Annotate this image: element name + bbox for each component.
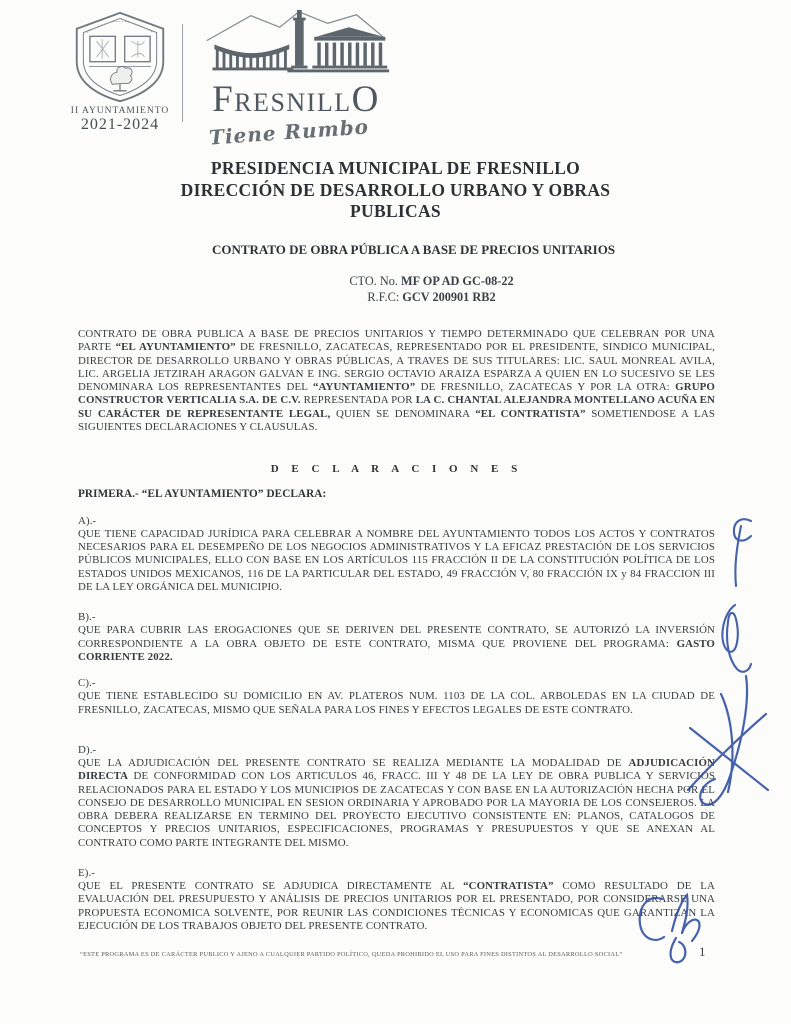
primera-heading: PRIMERA.- “EL AYUNTAMIENTO” DECLARA: (78, 488, 327, 501)
rfc-line: R.F.C: GCV 200901 RB2 (367, 289, 496, 304)
clause-b-text: QUE PARA CUBRIR LAS EROGACIONES QUE SE DERIVEN DEL PRESENTE CONTRATO, SE AUTORIZÓ LA INVERSIÓN CORRESPONDIENTE A LA OBRA OBJETO DE ESTE CONTRATO, MISMA QUE PROVIENE DEL PROGRAMA: GASTO CORRIENTE 2022. (78, 624, 715, 663)
title-line-2: DIRECCIÓN DE DESARROLLO URBANO Y OBRAS (180, 179, 611, 200)
clause-c-text: QUE TIENE ESTABLECIDO SU DOMICILIO EN AV. PLATEROS NUM. 1103 DE LA COL. ARBOLEDAS EN LA CIUDAD DE FRESNILLO, ZACATECAS, MISMO QUE SEÑALA PARA LOS FINES Y EFECTOS LEGALES DE ESTE CONTRATO. (78, 690, 715, 716)
title-line-1: PRESIDENCIA MUNICIPAL DE FRESNILLO (210, 158, 581, 178)
clause-d-label: D).- (78, 743, 97, 756)
contract-body (78, 328, 715, 933)
contract-subtitle: CONTRATO DE OBRA PÚBLICA A BASE DE PRECIOS UNITARIOS (211, 242, 616, 257)
clause-a-label: A).- (78, 514, 97, 527)
clause-e-label: E).- (78, 866, 96, 879)
footer-legend: “ESTE PROGRAMA ES DE CARÁCTER PUBLICO Y AJENO A CUALQUIER PARTIDO POLÍTICO, QUEDA PROHIBIDO EL USO PARA FINES DISTINTOS AL DESARROLLO SOCIAL” (80, 951, 623, 958)
document-title (0, 158, 791, 223)
fresnillo-logo (196, 8, 396, 150)
clause-c-label: C).- (78, 677, 96, 689)
clause-a-text: QUE TIENE CAPACIDAD JURÍDICA PARA CELEBRAR A NOMBRE DEL AYUNTAMIENTO TODOS LOS ACTOS Y CONTRATOS NECESARIOS PARA EL DESEMPEÑO DE LOS NEGOCIOS ADMINISTRATIVOS Y LA EFICAZ PRESTACIÓN DE LOS SERVICIOS PÚBLICOS MUNICIPALES, ELLO CON BASE EN LOS ARTÍCULOS 115 FRACCIÓN II DE LA CONSTITUCIÓN POLÍTICA DE LOS ESTADOS UNIDOS MEXICANOS, 116 DE LA PARTICULAR DEL ESTADO, 49 FRACCIÓN V, 80 FRACCIÓN IX y 84 FRACCION III DE LA LEY ORGÁNICA DEL MUNICIPIO. (78, 527, 715, 593)
coat-of-arms-icon (62, 10, 178, 104)
contract-reference (36, 274, 791, 305)
contract-number-line: CTO. No. MF OP AD GC-08-22 (349, 274, 514, 288)
clause-e (78, 867, 715, 933)
rfc-value: GCV 200901 RB2 (402, 289, 496, 304)
contract-number-value: MF OP AD GC-08-22 (401, 274, 514, 288)
margin-ink-mark-2 (710, 600, 758, 680)
declaraciones-heading: D E C L A R A C I O N E S (270, 463, 523, 475)
clause-a (78, 515, 715, 595)
clause-c (78, 677, 715, 717)
clause-b (78, 611, 715, 664)
title-line-3: PUBLICAS (350, 201, 441, 221)
page-number: 1 (699, 944, 706, 959)
margin-ink-mark-1 (711, 514, 763, 592)
municipal-seal (62, 10, 178, 134)
logo-wordmark: FRESNILLO (212, 79, 380, 120)
clause-e-text: QUE EL PRESENTE CONTRATO SE ADJUDICA DIRECTAMENTE AL “CONTRATISTA” COMO RESULTADO DE LA EVALUACIÓN DEL PRESUPUESTO Y ANÁLISIS DE PRECIOS UNITARIOS POR EL PRESENTADO, POR CONSIDERARSE UNA PROPUESTA ECONOMICA SOLVENTE, POR REUNIR LAS CONDICIONES TÉCNICAS Y ECONOMICAS QUE GARANTIZAN LA EJECUCIÓN DE LOS TRABAJOS OBJETO DEL PRESENTE CONTRATO. (78, 880, 715, 932)
clause-d (78, 744, 715, 850)
clause-b-label: B).- (78, 611, 96, 623)
header-divider (182, 24, 183, 122)
logo-tagline: Tiene Rumbo (208, 114, 370, 150)
clause-d-text: QUE LA ADJUDICACIÓN DEL PRESENTE CONTRATO SE REALIZA MEDIANTE LA MODALIDAD DE ADJUDICACIÓN DIRECTA DE CONFORMIDAD CON LOS ARTICULOS 46, FRACC. III Y 48 DE LA LEY DE OBRA PUBLICA Y SERVICIOS RELACIONADOS PARA EL ESTADO Y LOS MUNICIPIOS DE ZACATECAS Y CON BASE EN LA AUTORIZACIÓN HECHA POR EL CONSEJO DE DESARROLLO MUNICIPAL EN SESION ORDINARIA Y APROBADO POR LA MAYORIA DE LOS CONSEJEROS. LA OBRA DEBERA REALIZARSE EN TERMINO DEL PROYECTO EJECUTIVO CONSISTENTE EN: PLANOS, CATALOGOS DE CONCEPTOS Y PRECIOS UNITARIOS, ESPECIFICACIONES, PROGRAMAS Y PRESUPUESTOS Y QUE SE ANEXAN AL CONTRATO COMO PARTE INTEGRANTE DEL MISMO. (78, 757, 715, 849)
seal-years: 2021-2024 (80, 116, 160, 133)
intro-paragraph: CONTRATO DE OBRA PUBLICA A BASE DE PRECIOS UNITARIOS Y TIEMPO DETERMINADO QUE CELEBRAN POR UNA PARTE “EL AYUNTAMIENTO” DE FRESNILLO, ZACATECAS, REPRESENTADO POR EL PRESIDENTE, SINDICO MUNICIPAL, DIRECTOR DE DESARROLLO URBANO Y OBRAS PÚBLICAS, A TRAVES DE SUS TITULARES: LIC. SAUL MONREAL AVILA, LIC. ARGELIA JETZIRAH ARAGON GALVAN E ING. SERGIO OCTAVIO ARAIZA ESPARZA A QUIEN EN LO SUCESIVO SE LES DENOMINARA LOS REPRESENTANTES DEL “AYUNTAMIENTO” DE FRESNILLO, ZACATECAS Y POR LA OTRA: GRUPO CONSTRUCTOR VERTICALIA S.A. DE C.V. REPRESENTADA POR LA C. CHANTAL ALEJANDRA MONTELLANO ACUÑA EN SU CARÁCTER DE REPRESENTANTE LEGAL, QUIEN SE DENOMINARA “EL CONTRATISTA” SOMETIENDOSE A LAS SIGUIENTES DECLARACIONES Y CLAUSULAS. (78, 328, 716, 433)
seal-caption: II AYUNTAMIENTO (70, 106, 170, 116)
